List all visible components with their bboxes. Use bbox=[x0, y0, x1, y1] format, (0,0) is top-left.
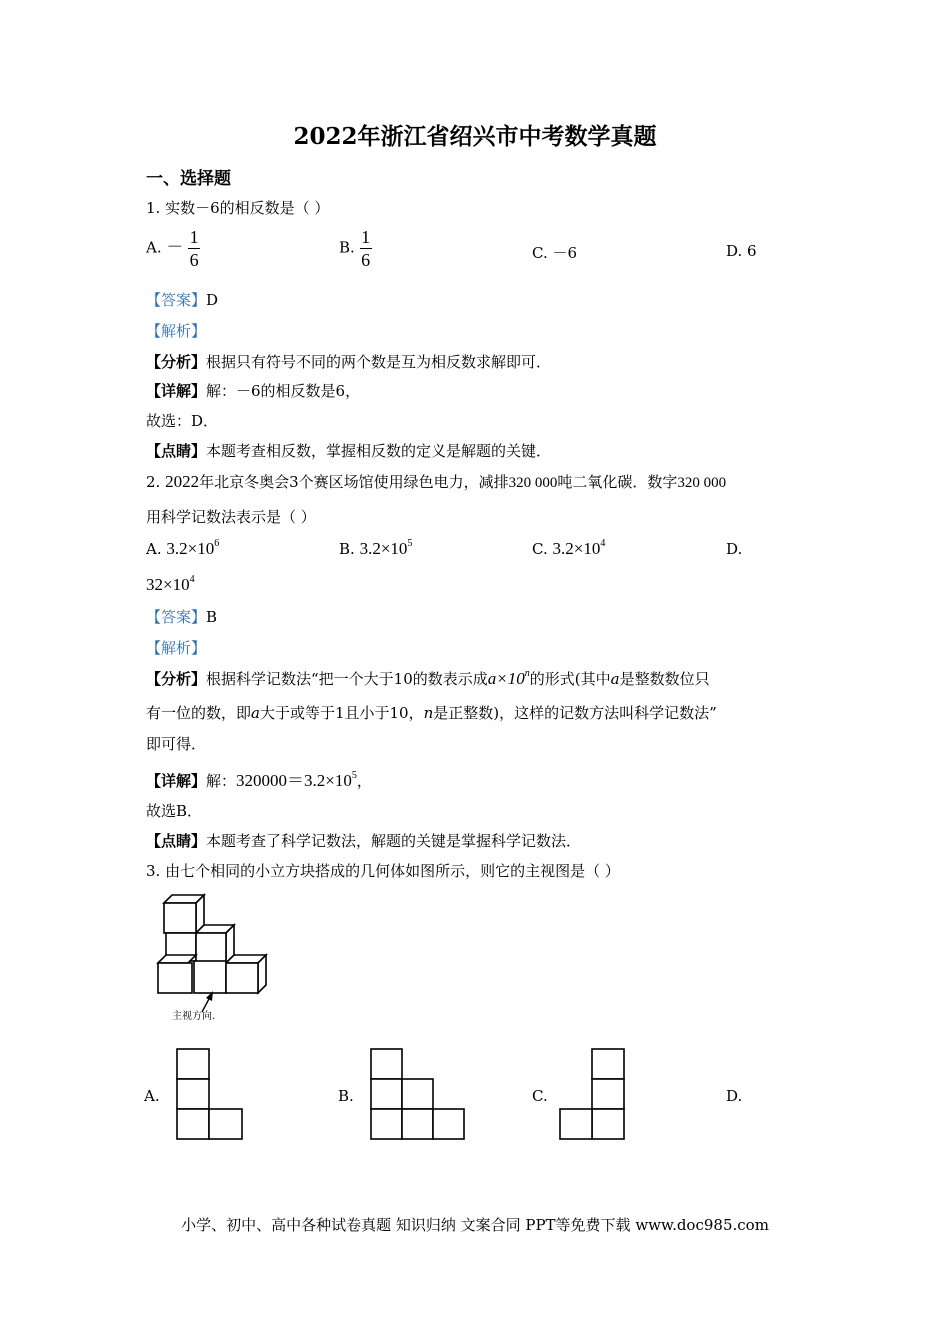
cube-stack-drawing bbox=[154, 893, 274, 1028]
option-label: C. bbox=[532, 244, 548, 262]
xiangjie-text: 解： bbox=[206, 772, 237, 790]
answer-value: D bbox=[206, 291, 219, 309]
q2-answer bbox=[146, 606, 217, 627]
option-math bbox=[146, 575, 195, 594]
numerator: 1 bbox=[189, 227, 199, 247]
fenxi-text: 是正整数)，这样的记数方法叫科学记数法” bbox=[433, 704, 717, 722]
q2-option-d-label: D. bbox=[726, 540, 743, 558]
option-text: 6 bbox=[747, 242, 757, 260]
answer-tag: 【答案】 bbox=[146, 608, 207, 626]
dianjing-text: 本题考查了科学记数法，解题的关键是掌握科学记数法． bbox=[206, 832, 582, 850]
fraction bbox=[188, 228, 200, 269]
option-label: A. bbox=[146, 540, 162, 558]
q2-stem-line2: 用科学记数法表示是（ ） bbox=[146, 508, 316, 526]
option-label: B. bbox=[339, 540, 355, 558]
q2-dianjing bbox=[146, 830, 581, 851]
q1-answer bbox=[146, 289, 218, 310]
option-label: B. bbox=[339, 238, 355, 257]
var-a: a bbox=[251, 704, 260, 722]
xiangjie-text: ， bbox=[356, 772, 372, 790]
q2-xiangjie bbox=[146, 766, 372, 791]
q2-fenxi-line2 bbox=[146, 702, 717, 723]
q1-dianjing bbox=[146, 440, 551, 461]
q2-text-1: 年北京冬奥会3个赛区场馆使用绿色电力，减排 bbox=[199, 473, 509, 491]
section-heading: 一、选择题 bbox=[146, 169, 231, 189]
math-exponent: 5 bbox=[407, 538, 413, 549]
fenxi-math bbox=[488, 669, 530, 688]
math-exponent: 4 bbox=[600, 538, 606, 549]
q2-stem-line1 bbox=[146, 471, 726, 492]
option-math bbox=[166, 539, 219, 558]
q2-analysis-tag: 【解析】 bbox=[146, 639, 207, 657]
q3-option-a-figure bbox=[176, 1048, 244, 1140]
front-view-c bbox=[559, 1048, 627, 1140]
q3-solid-figure bbox=[154, 893, 274, 1028]
var-n: n bbox=[423, 704, 434, 722]
fenxi-tag: 【分析】 bbox=[146, 670, 207, 688]
option-label: A. bbox=[146, 238, 162, 257]
q2-text-2: 吨二氧化碳．数字 bbox=[557, 473, 678, 491]
fenxi-tag: 【分析】 bbox=[146, 353, 207, 371]
q2-fenxi-line3: 即可得． bbox=[146, 735, 207, 753]
q2-option-a bbox=[146, 538, 219, 559]
denominator: 6 bbox=[189, 250, 199, 270]
page-footer: 小学、初中、高中各种试卷真题 知识归纳 文案合同 PPT等免费下载 www.doc985.com bbox=[181, 1216, 769, 1234]
fraction-bar bbox=[188, 248, 200, 249]
var-a: a bbox=[610, 670, 620, 688]
xiangjie-tag: 【详解】 bbox=[146, 772, 207, 790]
fraction bbox=[360, 228, 372, 269]
q1-stem: 1. 实数－6的相反数是（ ） bbox=[146, 199, 330, 217]
q2-option-d bbox=[146, 574, 195, 595]
answer-value: B bbox=[206, 608, 218, 626]
fenxi-text: 是整数数位只 bbox=[619, 670, 710, 688]
q3-option-c-figure bbox=[559, 1048, 627, 1140]
q1-fenxi bbox=[146, 351, 551, 372]
q1-option-c bbox=[532, 242, 577, 263]
math-base: 32×10 bbox=[146, 575, 190, 594]
q2-fenxi-line1 bbox=[146, 668, 710, 689]
front-view-a bbox=[176, 1048, 244, 1140]
math-base: a×10 bbox=[487, 669, 525, 688]
fenxi-text: 根据科学记数法“把一个大于10的数表示成 bbox=[206, 670, 488, 688]
fenxi-text: 大于或等于1且小于10， bbox=[259, 704, 424, 722]
q3-option-c-label: C. bbox=[532, 1087, 548, 1105]
q3-stem: 3. 由七个相同的小立方块搭成的几何体如图所示，则它的主视图是（ ） bbox=[146, 862, 620, 880]
option-label: D. bbox=[726, 242, 743, 260]
math-base: 3.2×10 bbox=[166, 539, 215, 558]
number-value: 320 000 bbox=[508, 475, 558, 491]
option-text: －6 bbox=[552, 244, 578, 262]
figure-caption: 主视方向. bbox=[172, 1011, 216, 1022]
dianjing-text: 本题考查相反数，掌握相反数的定义是解题的关键． bbox=[206, 442, 552, 460]
xiangjie-math bbox=[236, 771, 357, 790]
math-exponent: 5 bbox=[351, 770, 357, 781]
fraction-bar bbox=[360, 248, 372, 249]
q3-option-d-label: D. bbox=[726, 1087, 743, 1105]
minus-sign: － bbox=[166, 237, 184, 257]
denominator: 6 bbox=[361, 250, 371, 270]
q2-option-c bbox=[532, 538, 605, 559]
fenxi-text: 根据只有符号不同的两个数是互为相反数求解即可． bbox=[206, 353, 552, 371]
numerator: 1 bbox=[361, 227, 371, 247]
q3-option-a-label: A. bbox=[144, 1087, 160, 1105]
dianjing-tag: 【点睛】 bbox=[146, 442, 207, 460]
number-value: 320 000 bbox=[677, 475, 727, 491]
math-exponent: n bbox=[524, 668, 530, 679]
q1-option-a bbox=[146, 228, 200, 269]
q1-xiangjie bbox=[146, 380, 360, 401]
option-math bbox=[553, 539, 606, 558]
fenxi-text: 的形式(其中 bbox=[529, 670, 611, 688]
q1-option-b bbox=[339, 228, 372, 269]
math-base: 3.2×10 bbox=[359, 539, 408, 558]
q2-option-b bbox=[339, 538, 412, 559]
math-base: 320000＝3.2×10 bbox=[236, 771, 352, 790]
xiangjie-tag: 【详解】 bbox=[146, 382, 207, 400]
q3-option-b-label: B. bbox=[338, 1087, 354, 1105]
q2-choose: 故选B． bbox=[146, 802, 203, 820]
year-value: 2022 bbox=[165, 472, 200, 491]
option-label: C. bbox=[532, 540, 548, 558]
q1-option-d bbox=[726, 242, 757, 260]
answer-tag: 【答案】 bbox=[146, 291, 207, 309]
math-exponent: 4 bbox=[189, 574, 195, 585]
q2-number: 2. bbox=[146, 473, 166, 491]
q1-analysis-tag: 【解析】 bbox=[146, 322, 207, 340]
xiangjie-text: 解：－6的相反数是6， bbox=[206, 382, 361, 400]
q1-choose: 故选：D． bbox=[146, 412, 219, 430]
option-math bbox=[360, 539, 413, 558]
math-exponent: 6 bbox=[214, 538, 220, 549]
fenxi-text: 有一位的数，即 bbox=[146, 704, 252, 722]
math-base: 3.2×10 bbox=[552, 539, 601, 558]
dianjing-tag: 【点睛】 bbox=[146, 832, 207, 850]
front-view-b bbox=[370, 1048, 466, 1140]
page-title: 2022年浙江省绍兴市中考数学真题 bbox=[293, 123, 657, 150]
q3-option-b-figure bbox=[370, 1048, 466, 1140]
